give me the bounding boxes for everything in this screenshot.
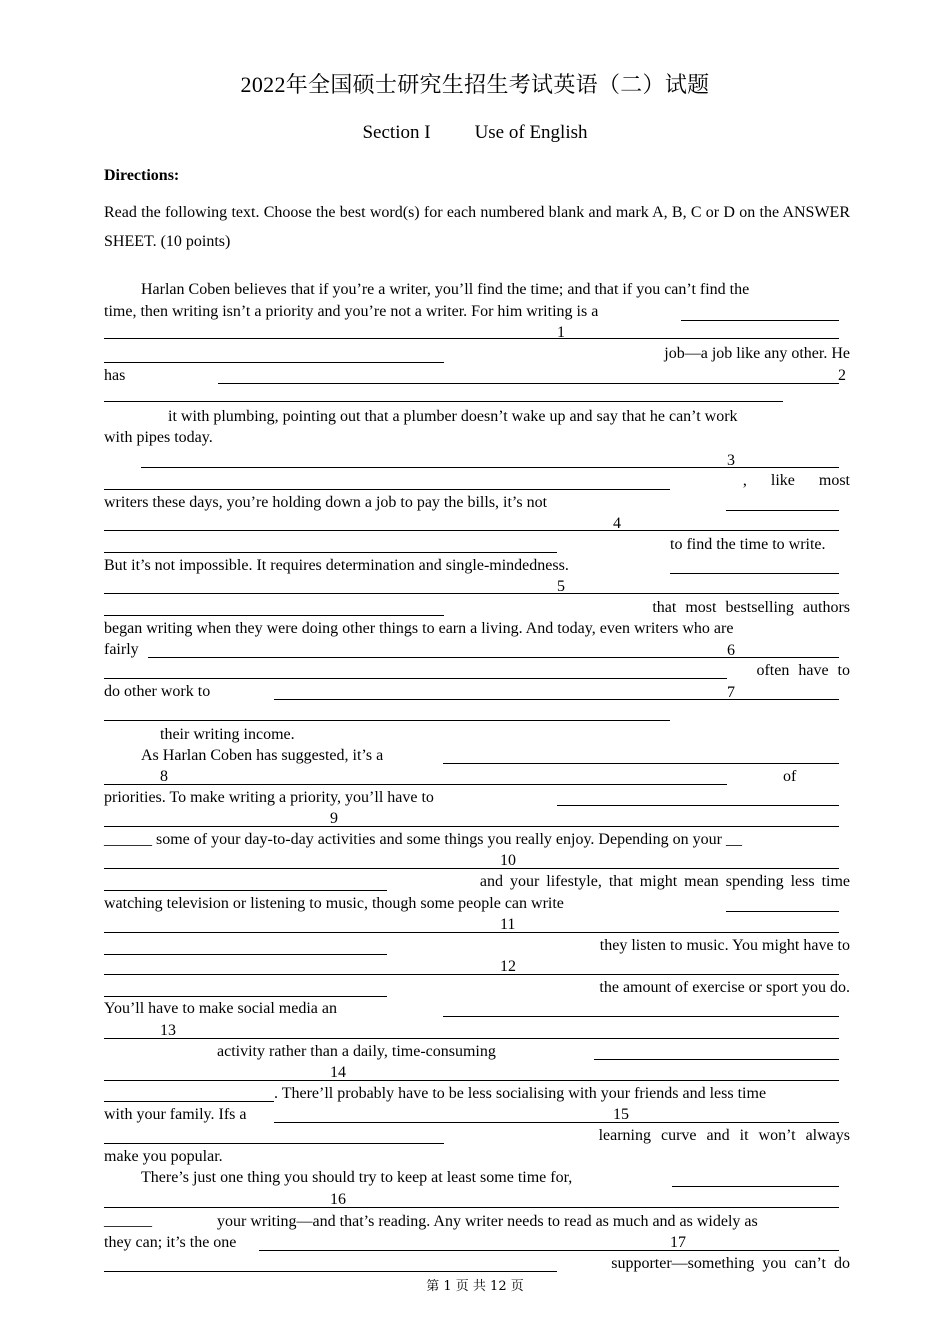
blank-line [104, 720, 670, 721]
blank-line [104, 678, 727, 679]
passage-line: Harlan Coben believes that if you’re a writer, you’ll find the time; and that if you can’t find the [141, 281, 750, 298]
blank-line [259, 1250, 839, 1251]
passage-line: do other work to [104, 683, 211, 700]
blank-number: 8 [160, 768, 168, 785]
blank-number: 1 [557, 324, 565, 341]
passage-line: make you popular. [104, 1148, 223, 1165]
passage-line: to find the time to write. [670, 536, 826, 553]
blank-line [443, 763, 839, 764]
blank-number: 15 [613, 1106, 629, 1123]
passage-line: that most bestselling authors [652, 599, 850, 616]
blank-line [274, 699, 839, 700]
passage-line: they listen to music. You might have to [599, 937, 850, 954]
blank-line [681, 320, 839, 321]
passage-line: You’ll have to make social media an [104, 1000, 337, 1017]
passage-line: . There’ll probably have to be less socialising with your friends and less time [274, 1085, 767, 1102]
blank-line [148, 657, 839, 658]
blank-line [104, 401, 783, 402]
blank-number: 17 [670, 1234, 686, 1251]
blank-line [104, 932, 839, 933]
page-title: 2022年全国硕士研究生招生考试英语（二）试题 [240, 72, 710, 97]
passage-line: ______ [104, 1212, 152, 1229]
passage-line: ______ some of your day-to-day activities and some things you really enjoy. Depending on your __ [104, 831, 742, 848]
section-label: Section I [362, 122, 431, 143]
section-name: Use of English [474, 122, 588, 143]
blank-line [104, 489, 670, 490]
passage-line: of [783, 768, 797, 785]
blank-number: 5 [557, 578, 565, 595]
passage-line: But it’s not impossible. It requires determination and single-mindedness. [104, 557, 569, 574]
blank-line [594, 1059, 839, 1060]
passage-line: supporter—something you can’t do [611, 1255, 850, 1272]
section-heading [0, 122, 950, 144]
passage-line: learning curve and it won’t always [598, 1127, 850, 1144]
passage-line: and your lifestyle, that might mean spending less time [479, 873, 850, 890]
blank-line [104, 784, 727, 785]
passage-line: your writing—and that’s reading. Any writer needs to read as much and as widely as [217, 1213, 758, 1230]
blank-line [104, 552, 557, 553]
passage-line: the amount of exercise or sport you do. [599, 979, 850, 996]
blank-line [104, 1080, 839, 1081]
passage-line: fairly [104, 641, 139, 658]
blank-line [104, 890, 387, 891]
blank-line [104, 530, 839, 531]
passage-line: began writing when they were doing other things to earn a living. And today, even writers who are [104, 620, 734, 637]
blank-number: 14 [330, 1064, 346, 1081]
directions-text: Read the following text. Choose the best word(s) for each numbered blank and mark A, B, C or D on the ANSWER SHEET. (10 points) [104, 204, 850, 250]
blank-line [104, 826, 839, 827]
passage-line: writers these days, you’re holding down a job to pay the bills, it’s not [104, 494, 548, 511]
blank-line [104, 338, 839, 339]
passage-line: with your family. Ifs a [104, 1106, 247, 1123]
blank-line [104, 1143, 444, 1144]
blank-line [670, 573, 839, 574]
blank-line [726, 911, 839, 912]
passage-line: their writing income. [160, 726, 295, 743]
blank-line [104, 615, 444, 616]
blank-line [104, 868, 839, 869]
blank-number: 10 [500, 852, 516, 869]
blank-line [557, 805, 839, 806]
directions-label: Directions: [104, 167, 180, 184]
blank-number: 11 [500, 916, 516, 933]
passage-line: often have to [756, 662, 850, 679]
blank-line [104, 593, 839, 594]
blank-line [104, 1038, 839, 1039]
blank-number: 9 [330, 810, 338, 827]
blank-number: 6 [727, 642, 735, 659]
blank-line [726, 510, 839, 511]
blank-number: 13 [160, 1022, 176, 1039]
passage-line: As Harlan Coben has suggested, it’s a [141, 747, 384, 764]
blank-number: 16 [330, 1191, 346, 1208]
blank-number: 4 [613, 515, 621, 532]
blank-number: 7 [727, 684, 735, 701]
blank-number: 12 [500, 958, 516, 975]
blank-number: 3 [727, 452, 735, 469]
passage-line: with pipes today. [104, 429, 213, 446]
blank-line [218, 383, 839, 384]
passage-line: activity rather than a daily, time-consuming [217, 1043, 496, 1060]
passage-line: priorities. To make writing a priority, you’ll have to [104, 789, 434, 806]
blank-line [104, 1207, 839, 1208]
passage-line: it with plumbing, pointing out that a plumber doesn’t wake up and say that he can’t work [168, 408, 738, 425]
blank-line [104, 362, 444, 363]
passage-line: job—a job like any other. He [664, 345, 850, 362]
blank-line [104, 996, 387, 997]
blank-line [672, 1186, 839, 1187]
passage-line: There’s just one thing you should try to keep at least some time for, [141, 1169, 573, 1186]
blank-line [443, 1016, 839, 1017]
passage-line: they can; it’s the one [104, 1234, 237, 1251]
passage-line: watching television or listening to music, though some people can write [104, 895, 564, 912]
blank-line [104, 954, 387, 955]
blank-line [104, 1101, 274, 1102]
passage-line: has [104, 367, 126, 384]
blank-line [104, 974, 839, 975]
page-footer: 第 1 页 共 12 页 [426, 1279, 524, 1294]
blank-line [274, 1122, 839, 1123]
blank-line [104, 1271, 557, 1272]
blank-number: 2 [838, 367, 846, 384]
passage-line: time, then writing isn’t a priority and you’re not a writer. For him writing is a [104, 303, 599, 320]
passage-line: , like most [742, 472, 850, 489]
